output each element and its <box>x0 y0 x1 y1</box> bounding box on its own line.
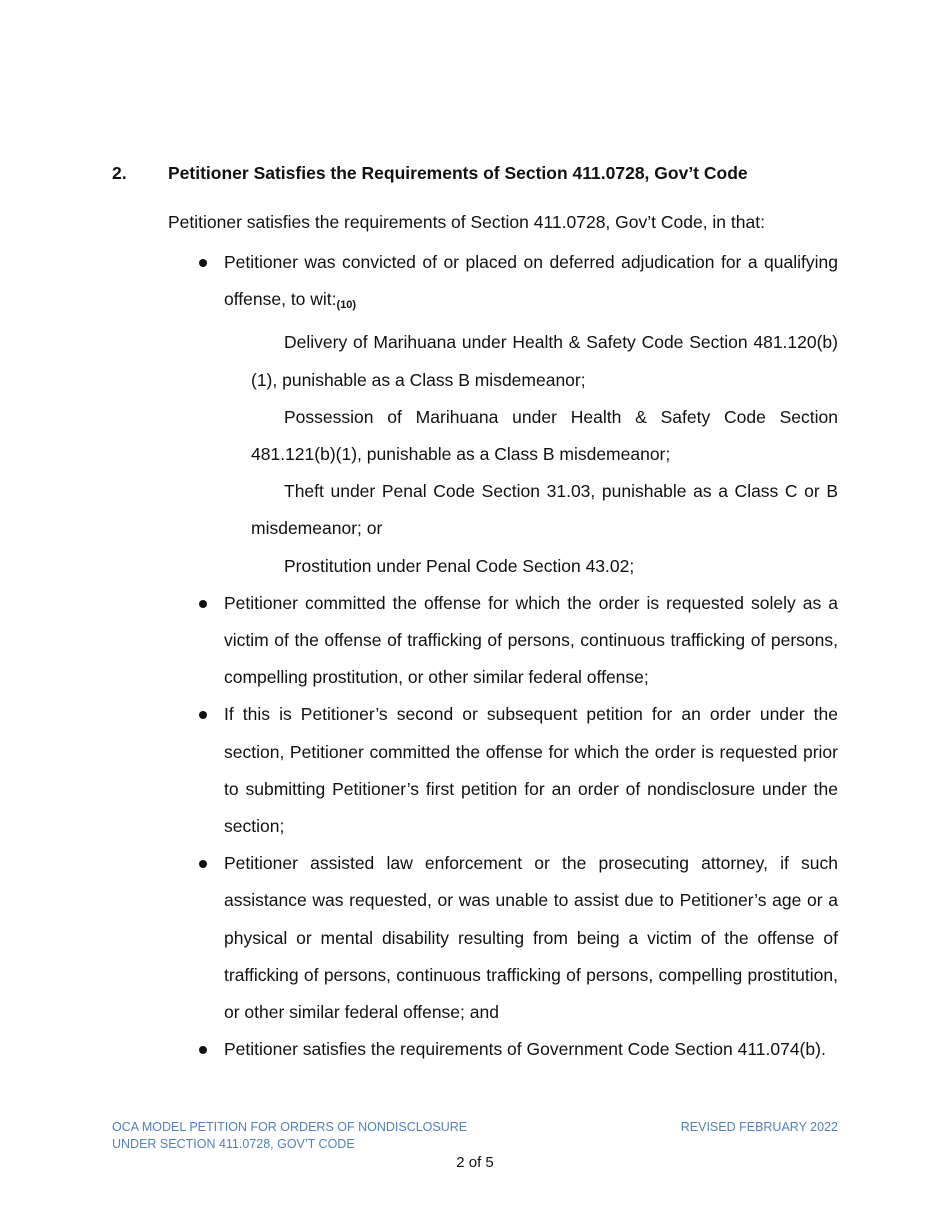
footer-left <box>112 1119 467 1153</box>
bullet-icon <box>199 711 207 719</box>
requirements-list <box>196 244 838 1068</box>
list-item <box>196 585 838 697</box>
list-item <box>196 244 838 585</box>
footer-form-subtitle: UNDER SECTION 411.0728, GOV’T CODE <box>112 1137 355 1151</box>
list-item-text: Petitioner assisted law enforcement or the prosecuting attorney, if such assistance was requested, or was unable to assist due to Petitioner’s age or a physical or mental disability resulting from being a victim of the offense of trafficking of persons, continuous trafficking of persons, compelling prostitution, or other similar federal offense; and <box>224 853 838 1023</box>
list-item-text: Petitioner was convicted of or placed on deferred adjudication for a qualifying offense, to wit: <box>224 252 838 310</box>
list-item <box>196 845 838 1031</box>
offense-item: Theft under Penal Code Section 31.03, punishable as a Class C or B misdemeanor; or <box>251 481 838 539</box>
list-item-text: If this is Petitioner’s second or subsequent petition for an order under the section, Petitioner committed the offense for which the order is requested prior to submitting Petitioner’s first petition for an order of nondisclosure under the section; <box>224 704 838 837</box>
list-item <box>196 696 838 845</box>
footer-form-title: OCA MODEL PETITION FOR ORDERS OF NONDISCLOSURE <box>112 1120 468 1134</box>
section-number: 2. <box>112 163 127 183</box>
section-heading <box>112 160 852 186</box>
section-intro: Petitioner satisfies the requirements of Section 411.0728, Gov’t Code, in that: <box>168 212 765 232</box>
section-title: Petitioner Satisfies the Requirements of Section 411.0728, Gov’t Code <box>168 163 748 183</box>
list-item <box>196 1031 838 1068</box>
footnote-ref: (10) <box>336 299 357 312</box>
list-item-text: Petitioner committed the offense for which the order is requested solely as a victim of the offense of trafficking of persons, continuous trafficking of persons, compelling prostitution, or other similar federal offense; <box>224 592 838 688</box>
list-item-text: Petitioner satisfies the requirements of Government Code Section 411.074(b). <box>224 1039 826 1060</box>
offense-item: Delivery of Marihuana under Health & Safety Code Section 481.120(b)(1), punishable as a Class B misdemeanor; <box>251 332 838 390</box>
bullet-icon <box>199 600 207 608</box>
offense-list <box>251 324 838 584</box>
page-number: 2 of 5 <box>456 1154 494 1171</box>
offense-item: Prostitution under Penal Code Section 43.02; <box>284 555 635 576</box>
footer-revision-date: REVISED FEBRUARY 2022 <box>680 1120 838 1134</box>
offense-item: Possession of Marihuana under Health & Safety Code Section 481.121(b)(1), punishable as a Class B misdemeanor; <box>251 406 838 465</box>
bullet-icon <box>199 1046 207 1054</box>
bullet-icon <box>199 860 207 868</box>
bullet-icon <box>199 259 207 267</box>
